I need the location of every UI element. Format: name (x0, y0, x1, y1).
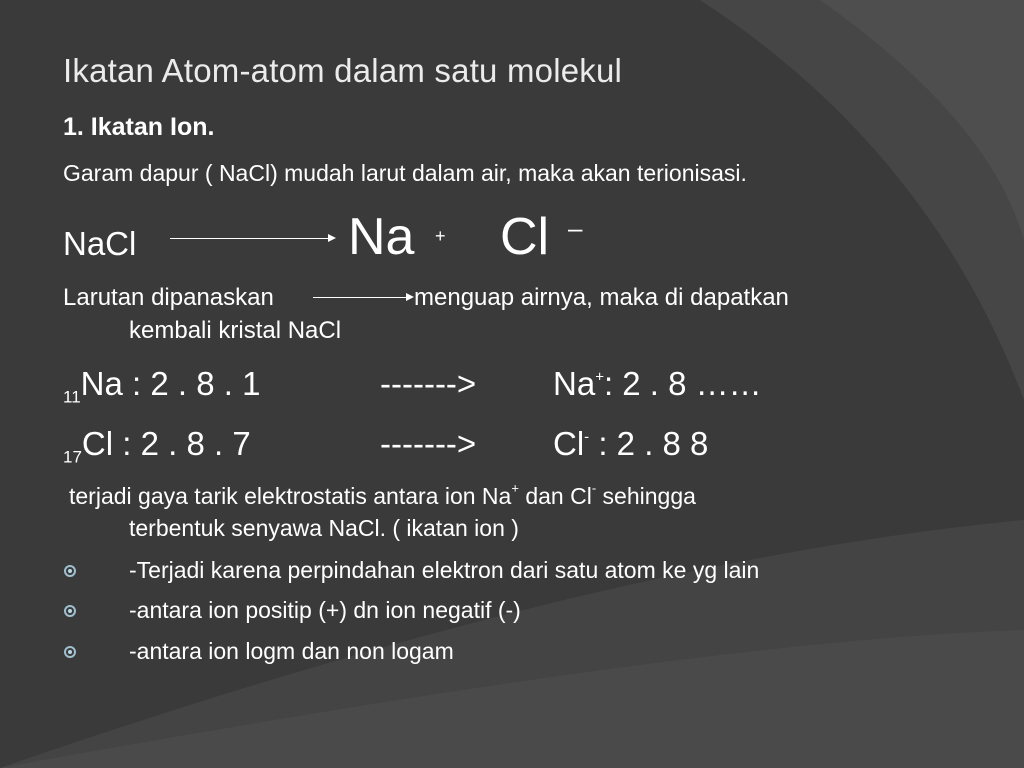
slide-title: Ikatan Atom-atom dalam satu molekul (63, 52, 623, 89)
attraction-part1: terjadi gaya tarik elektrostatis antara ion Na (69, 483, 512, 509)
heating-text-end: menguap airnya, maka di dapatkan (414, 284, 789, 311)
bullet-item-2: -antara ion positip (+) dn ion negatif (-) (129, 597, 521, 623)
cl-ion-charge: - (584, 428, 590, 446)
product-cl: Cl (500, 208, 550, 266)
bullet-icon (64, 565, 76, 577)
reaction-arrow-head-icon (328, 234, 336, 242)
cl-ion-symbol: Cl (553, 425, 585, 462)
cl-symbol: Cl (81, 425, 114, 462)
cl-arrow: -------> (380, 425, 477, 462)
cl-config: : 2 . 8 . 7 (113, 425, 251, 462)
heating-text-start: Larutan dipanaskan (63, 284, 274, 311)
cl-ion-config: : 2 . 8 8 (589, 425, 709, 462)
cl-atomic-number: 17 (63, 447, 82, 467)
bullet-icon (64, 646, 76, 658)
na-config-line (63, 365, 261, 407)
product-na-symbol: Na (348, 208, 415, 266)
heating-arrow-line (313, 297, 408, 298)
cl-ion-line (553, 425, 708, 463)
na-atomic-number: 11 (63, 387, 81, 407)
bullet-item-1: -Terjadi karena perpindahan elektron dari satu atom ke yg lain (129, 557, 760, 583)
heating-text-line2: kembali kristal NaCl (129, 317, 342, 344)
product-na-charge: + (435, 226, 446, 246)
product-cl-charge: – (568, 213, 583, 243)
section-heading: 1. Ikatan Ion. (63, 113, 215, 141)
attraction-part3: sehingga (596, 483, 696, 509)
cl-config-line (63, 425, 251, 467)
bullet-icon (64, 605, 76, 617)
attraction-na-charge: + (511, 480, 519, 496)
intro-text: Garam dapur ( NaCl) mudah larut dalam air, maka akan terionisasi. (63, 160, 747, 186)
na-config: : 2 . 8 . 1 (122, 365, 261, 402)
na-ion-symbol: Na (553, 365, 596, 402)
bullet-item-3: -antara ion logm dan non logam (129, 638, 454, 664)
na-ion-config: : 2 . 8 …… (603, 365, 762, 402)
attraction-part2: dan Cl (518, 483, 592, 509)
attraction-line2: terbentuk senyawa NaCl. ( ikatan ion ) (129, 515, 519, 541)
na-arrow: -------> (380, 365, 477, 402)
na-ion-charge: + (595, 368, 604, 386)
reactant-nacl: NaCl (63, 225, 137, 262)
product-na (348, 207, 414, 267)
attraction-cl-charge: - (591, 480, 597, 496)
attraction-line1 (69, 480, 696, 510)
na-ion-line (553, 365, 762, 403)
reaction-arrow-line (170, 238, 330, 239)
na-symbol: Na (80, 365, 123, 402)
heating-arrow-head-icon (406, 293, 414, 301)
